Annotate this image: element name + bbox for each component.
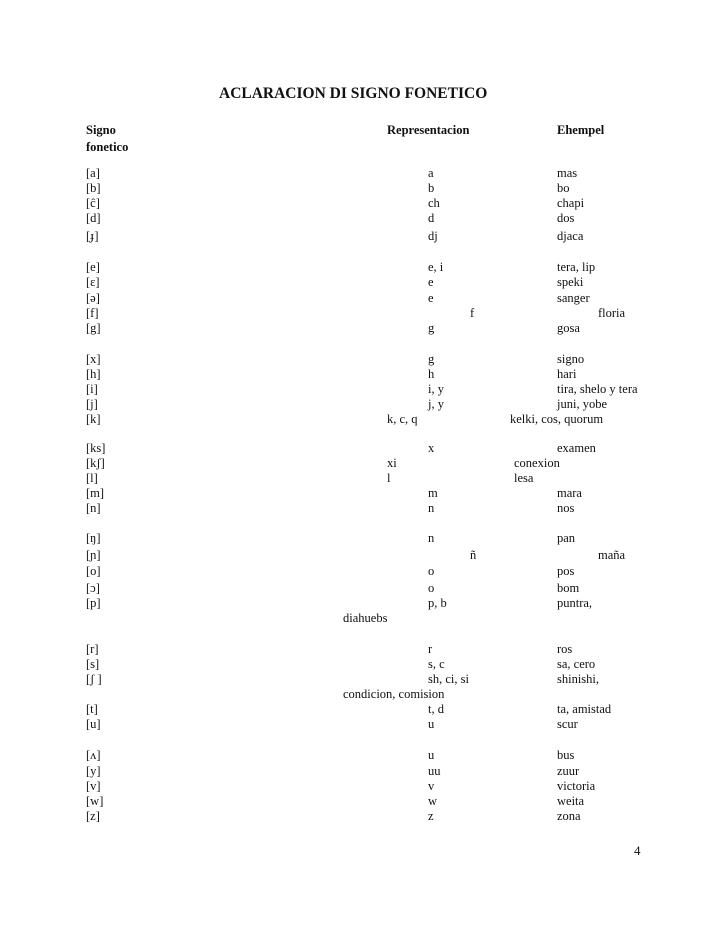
- sign-cell: [a]: [86, 166, 100, 180]
- rep-cell: n: [428, 501, 435, 515]
- rep-cell: f: [470, 306, 475, 320]
- rep-cell: n: [428, 531, 435, 545]
- example-cell: maña: [598, 548, 626, 562]
- sign-cell: [n]: [86, 501, 101, 515]
- sign-cell: [g]: [86, 321, 101, 335]
- sign-cell: [kʃ]: [86, 456, 105, 470]
- example-cell: pan: [557, 531, 576, 545]
- rep-cell: e, i: [428, 260, 444, 274]
- rep-cell: b: [428, 181, 435, 195]
- sign-cell: [ʌ]: [86, 748, 101, 762]
- sign-cell: [m]: [86, 486, 105, 500]
- sign-cell: [ɛ]: [86, 275, 100, 289]
- sign-cell: [ə]: [86, 291, 100, 305]
- rep-cell: h: [428, 367, 435, 381]
- rep-cell: j, y: [428, 397, 444, 411]
- rep-cell: e: [428, 291, 434, 305]
- sign-cell: [k]: [86, 412, 101, 426]
- rep-cell: e: [428, 275, 434, 289]
- example-cell: djaca: [557, 229, 584, 243]
- example-cell: hari: [557, 367, 577, 381]
- sign-cell: [o]: [86, 564, 101, 578]
- sign-cell: [w]: [86, 794, 104, 808]
- example-cell: conexion: [514, 456, 560, 470]
- sign-cell: [u]: [86, 717, 101, 731]
- example-cell: zuur: [557, 764, 580, 778]
- example-cell: lesa: [514, 471, 534, 485]
- rep-cell: m: [428, 486, 438, 500]
- sign-cell: [r]: [86, 642, 99, 656]
- sign-cell: [ɲ]: [86, 548, 101, 562]
- rep-cell: sh, ci, si: [428, 672, 469, 686]
- sign-cell: [s]: [86, 657, 100, 671]
- rep-cell: x: [428, 441, 435, 455]
- sign-cell: [i]: [86, 382, 98, 396]
- example-cell-continuation: condicion, comision: [343, 687, 445, 701]
- rep-cell: w: [428, 794, 438, 808]
- rep-cell: u: [428, 748, 435, 762]
- sign-cell: [f]: [86, 306, 99, 320]
- example-cell: bo: [557, 181, 570, 195]
- example-cell: puntra,: [557, 596, 593, 610]
- example-cell: signo: [557, 352, 585, 366]
- rep-cell: z: [428, 809, 434, 823]
- example-cell: bom: [557, 581, 580, 595]
- sign-cell: [ks]: [86, 441, 106, 455]
- header-sign-line1: Signo: [86, 123, 116, 137]
- example-cell: speki: [557, 275, 584, 289]
- sign-cell: [b]: [86, 181, 101, 195]
- sign-cell: [z]: [86, 809, 100, 823]
- sign-cell: [t]: [86, 702, 98, 716]
- example-cell: mas: [557, 166, 578, 180]
- rep-cell: xi: [387, 456, 397, 470]
- rep-cell: s, c: [428, 657, 445, 671]
- rep-cell: ch: [428, 196, 440, 210]
- rep-cell: dj: [428, 229, 438, 243]
- example-cell: bus: [557, 748, 575, 762]
- example-cell: chapi: [557, 196, 585, 210]
- sign-cell: [j]: [86, 397, 98, 411]
- sign-cell: [e]: [86, 260, 100, 274]
- example-cell: zona: [557, 809, 581, 823]
- rep-cell: v: [428, 779, 435, 793]
- rep-cell: uu: [428, 764, 441, 778]
- example-cell: sanger: [557, 291, 590, 305]
- example-cell: floria: [598, 306, 626, 320]
- example-cell-continuation: diahuebs: [343, 611, 388, 625]
- sign-cell: [p]: [86, 596, 101, 610]
- sign-cell: [d]: [86, 211, 101, 225]
- rep-cell: r: [428, 642, 433, 656]
- rep-cell: g: [428, 321, 435, 335]
- sign-cell: [ĉ]: [86, 196, 100, 210]
- rep-cell: g: [428, 352, 435, 366]
- example-cell: scur: [557, 717, 578, 731]
- example-cell: sa, cero: [557, 657, 596, 671]
- example-cell: examen: [557, 441, 596, 455]
- page-title: ACLARACION DI SIGNO FONETICO: [219, 85, 488, 102]
- sign-cell: [l]: [86, 471, 98, 485]
- sign-cell: [x]: [86, 352, 101, 366]
- example-cell: weita: [557, 794, 585, 808]
- sign-cell: [v]: [86, 779, 101, 793]
- sign-cell: [ɔ]: [86, 581, 100, 595]
- example-cell: tira, shelo y tera: [557, 382, 638, 396]
- rep-cell: p, b: [428, 596, 447, 610]
- rep-cell: o: [428, 581, 435, 595]
- page-number: 4: [634, 843, 641, 858]
- example-cell: pos: [557, 564, 575, 578]
- rep-cell: o: [428, 564, 435, 578]
- example-cell: victoria: [557, 779, 596, 793]
- example-cell: gosa: [557, 321, 580, 335]
- example-cell: tera, lip: [557, 260, 596, 274]
- rep-cell: a: [428, 166, 434, 180]
- example-cell: juni, yobe: [557, 397, 607, 411]
- rep-cell: t, d: [428, 702, 444, 716]
- header-example: Ehempel: [557, 123, 605, 137]
- example-cell: ta, amistad: [557, 702, 612, 716]
- rep-cell: k, c, q: [387, 412, 418, 426]
- sign-cell: [h]: [86, 367, 101, 381]
- rep-cell: l: [387, 471, 391, 485]
- rep-cell: ñ: [470, 548, 477, 562]
- example-cell: nos: [557, 501, 575, 515]
- sign-cell: [ɟ]: [86, 229, 99, 243]
- sign-cell: [y]: [86, 764, 101, 778]
- header-sign-line2: fonetico: [86, 140, 129, 154]
- rep-cell: d: [428, 211, 435, 225]
- example-cell: shinishi,: [557, 672, 600, 686]
- header-representation: Representacion: [387, 123, 470, 137]
- example-cell: ros: [557, 642, 573, 656]
- example-cell: mara: [557, 486, 582, 500]
- sign-cell: [ʃ ]: [86, 672, 102, 686]
- sign-cell: [ŋ]: [86, 531, 101, 545]
- example-cell: kelki, cos, quorum: [510, 412, 604, 426]
- example-cell: dos: [557, 211, 575, 225]
- rep-cell: i, y: [428, 382, 444, 396]
- rep-cell: u: [428, 717, 435, 731]
